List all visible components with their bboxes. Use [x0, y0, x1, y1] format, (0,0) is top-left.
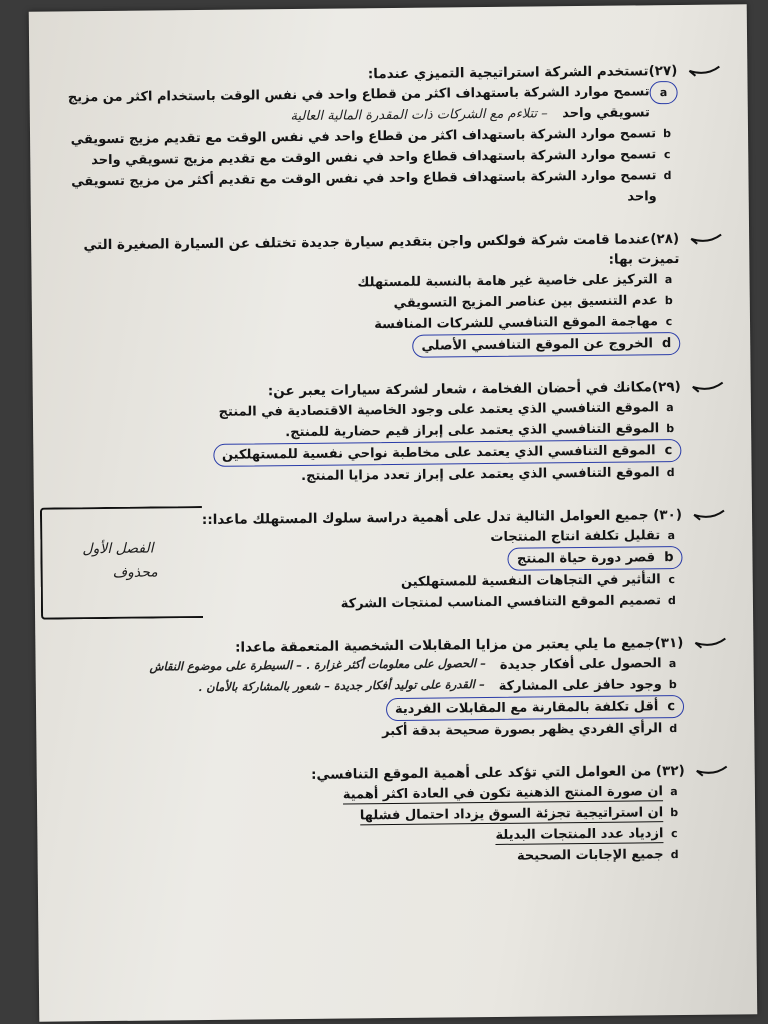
questions-list: [57, 61, 686, 893]
option-letter: b: [663, 127, 672, 141]
option-letter: a: [649, 81, 677, 104]
handwritten-note: الفصل الأول: [82, 540, 154, 558]
handwritten-note: – القدرة على توليد أفكار جديدة – شعور بالمشاركة بالأمان .: [198, 677, 485, 695]
option-text: وجود حافز على المشاركة: [498, 677, 662, 694]
selected-answer: [508, 546, 683, 571]
question-stem: (٢٧)تستخدم الشركة استراتيجية التميزي عندما:: [57, 61, 677, 87]
question-31: [63, 633, 684, 745]
option-letter: c: [668, 573, 676, 587]
option-letter: a: [668, 657, 677, 671]
option-text: تصميم الموقع التنافسي المناسب لمنتجات الشركة: [340, 593, 662, 612]
question-stem: (٣٢) من العوامل التي تؤكد على أهمية الموقع التنافسي:: [65, 761, 685, 787]
question-stem: (٢٩)مكانك في أحضان الفخامة ، شعار لشركة سيارات يعبر عن:: [61, 377, 681, 403]
option-text: الموقع التنافسي الذي يعتمد على إبراز قيم حضارية للمنتج.: [285, 421, 660, 441]
option-text: الموقع التنافسي الذي يعتمد على مخاطبة نواحي نفسية للمستهلكين: [221, 443, 656, 463]
option-letter: b: [668, 678, 677, 692]
option-text: الخروج عن الموقع التنافسي الأصلي: [421, 336, 653, 354]
check-mark-icon: [687, 63, 721, 77]
option-letter: d: [661, 336, 672, 352]
option-text: تسمح موارد الشركة باستهداف قطاع واحد في نفس الوقت مع تقديم مزيج تسويقي واحد: [91, 147, 657, 169]
option-letter: a: [666, 401, 674, 415]
option-letter: a: [664, 273, 673, 287]
option-d[interactable]: [58, 165, 678, 213]
question-stem: (٣٠) جميع العوامل التالية تدل على أهمية دراسة سلوك المستهلك ماعدا::: [62, 505, 682, 531]
option-text: قصر دورة حياة المنتج: [516, 550, 656, 567]
selected-answer: [386, 695, 684, 721]
check-mark-icon: [689, 231, 723, 245]
question-32: [65, 761, 686, 871]
option-letter: d: [669, 722, 678, 736]
option-letter: b: [670, 806, 679, 820]
option-text: تسمح موارد الشركة باستهداف قطاع واحد في نفس الوقت مع تقديم أكثر من مزيج تسويقي واحد: [71, 168, 657, 205]
option-text: أقل تكلفة بالمقارنة مع المقابلات الفردية: [394, 699, 659, 717]
option-letter: d: [670, 848, 679, 862]
check-mark-icon: [692, 507, 726, 521]
option-letter: d: [667, 594, 676, 608]
option-text: ان صورة المنتج الذهنية تكون في العادة اكثر أهمية: [342, 784, 664, 803]
option-letter: c: [665, 315, 673, 329]
option-text: التأثير في التجاهات النفسية للمستهلكين: [400, 572, 661, 590]
option-text: الموقع التنافسي الذي يعتمد على وجود الخاصية الاقتصادية في المنتج: [218, 400, 659, 420]
option-text: جميع الإجابات الصحيحة: [516, 847, 664, 864]
question-stem: (٢٨)عندما قامت شركة فولكس واجن بتقديم سيارة جديدة تختلف عن السيارة الصغيرة التي تميزت بها:: [59, 229, 679, 275]
option-letter: a: [667, 529, 676, 543]
option-letter: c: [664, 443, 673, 459]
exam-sheet: [29, 4, 758, 1021]
option-text: ان استراتيجية تجزئة السوق يزداد احتمال فشلها: [359, 805, 664, 824]
question-stem: (٣١)جميع ما يلي يعتبر من مزايا المقابلات الشخصية المتعمقة ماعدا:: [63, 633, 683, 659]
option-text: الموقع التنافسي الذي يعتمد على إبراز تعدد مزايا المنتج.: [301, 465, 660, 484]
check-mark-icon: [691, 379, 725, 393]
option-letter: b: [666, 422, 675, 436]
question-28: [59, 229, 680, 361]
question-27: [57, 61, 678, 213]
check-mark-icon: [695, 762, 729, 776]
handwritten-note: محذوف: [112, 564, 158, 581]
option-text: الرأي الفردي يظهر بصورة صحيحة بدقة أكبر: [381, 721, 663, 740]
option-text: تسمح موارد الشركة باستهداف اكثر من قطاع واحد في نفس الوقت باستخدام اكثر من مزيج تسويقي واحد: [67, 84, 650, 122]
check-mark-icon: [693, 635, 727, 649]
option-letter: d: [666, 466, 675, 480]
handwritten-note: – الحصول على معلومات أكثر غزارة . – السيطرة على موضوع النقاش: [149, 656, 486, 674]
option-letter: d: [663, 169, 672, 183]
selected-answer: [412, 332, 680, 358]
option-letter: c: [663, 148, 671, 162]
option-text: مهاجمة الموقع التنافسي للشركات المنافسة: [374, 314, 659, 333]
option-text: تسمح موارد الشركة باستهداف اكثر من قطاع واحد في نفس الوقت مع تقديم مزيج تسويقي: [70, 126, 657, 148]
option-text: الحصول على أفكار جديدة: [499, 656, 662, 673]
option-text: التركيز على خاصية غير هامة بالنسبة للمستهلك: [357, 272, 658, 291]
option-letter: b: [664, 294, 673, 308]
option-text: تقليل تكلفة انتاج المنتجات: [490, 528, 661, 545]
option-letter: b: [664, 550, 674, 566]
option-letter: c: [671, 827, 678, 841]
option-letter: a: [670, 785, 678, 799]
question-30: [62, 505, 683, 617]
handwritten-note: – تتلاءم مع الشركات ذات المقدرة المالية العالية: [290, 106, 548, 125]
option-letter: c: [667, 699, 676, 715]
option-text: ازدياد عدد المنتجات البديلة: [495, 826, 664, 843]
option-text: عدم التنسيق بين عناصر المزيج التسويقي: [393, 293, 658, 311]
option-a[interactable]: [58, 81, 678, 129]
question-29: [61, 377, 682, 489]
